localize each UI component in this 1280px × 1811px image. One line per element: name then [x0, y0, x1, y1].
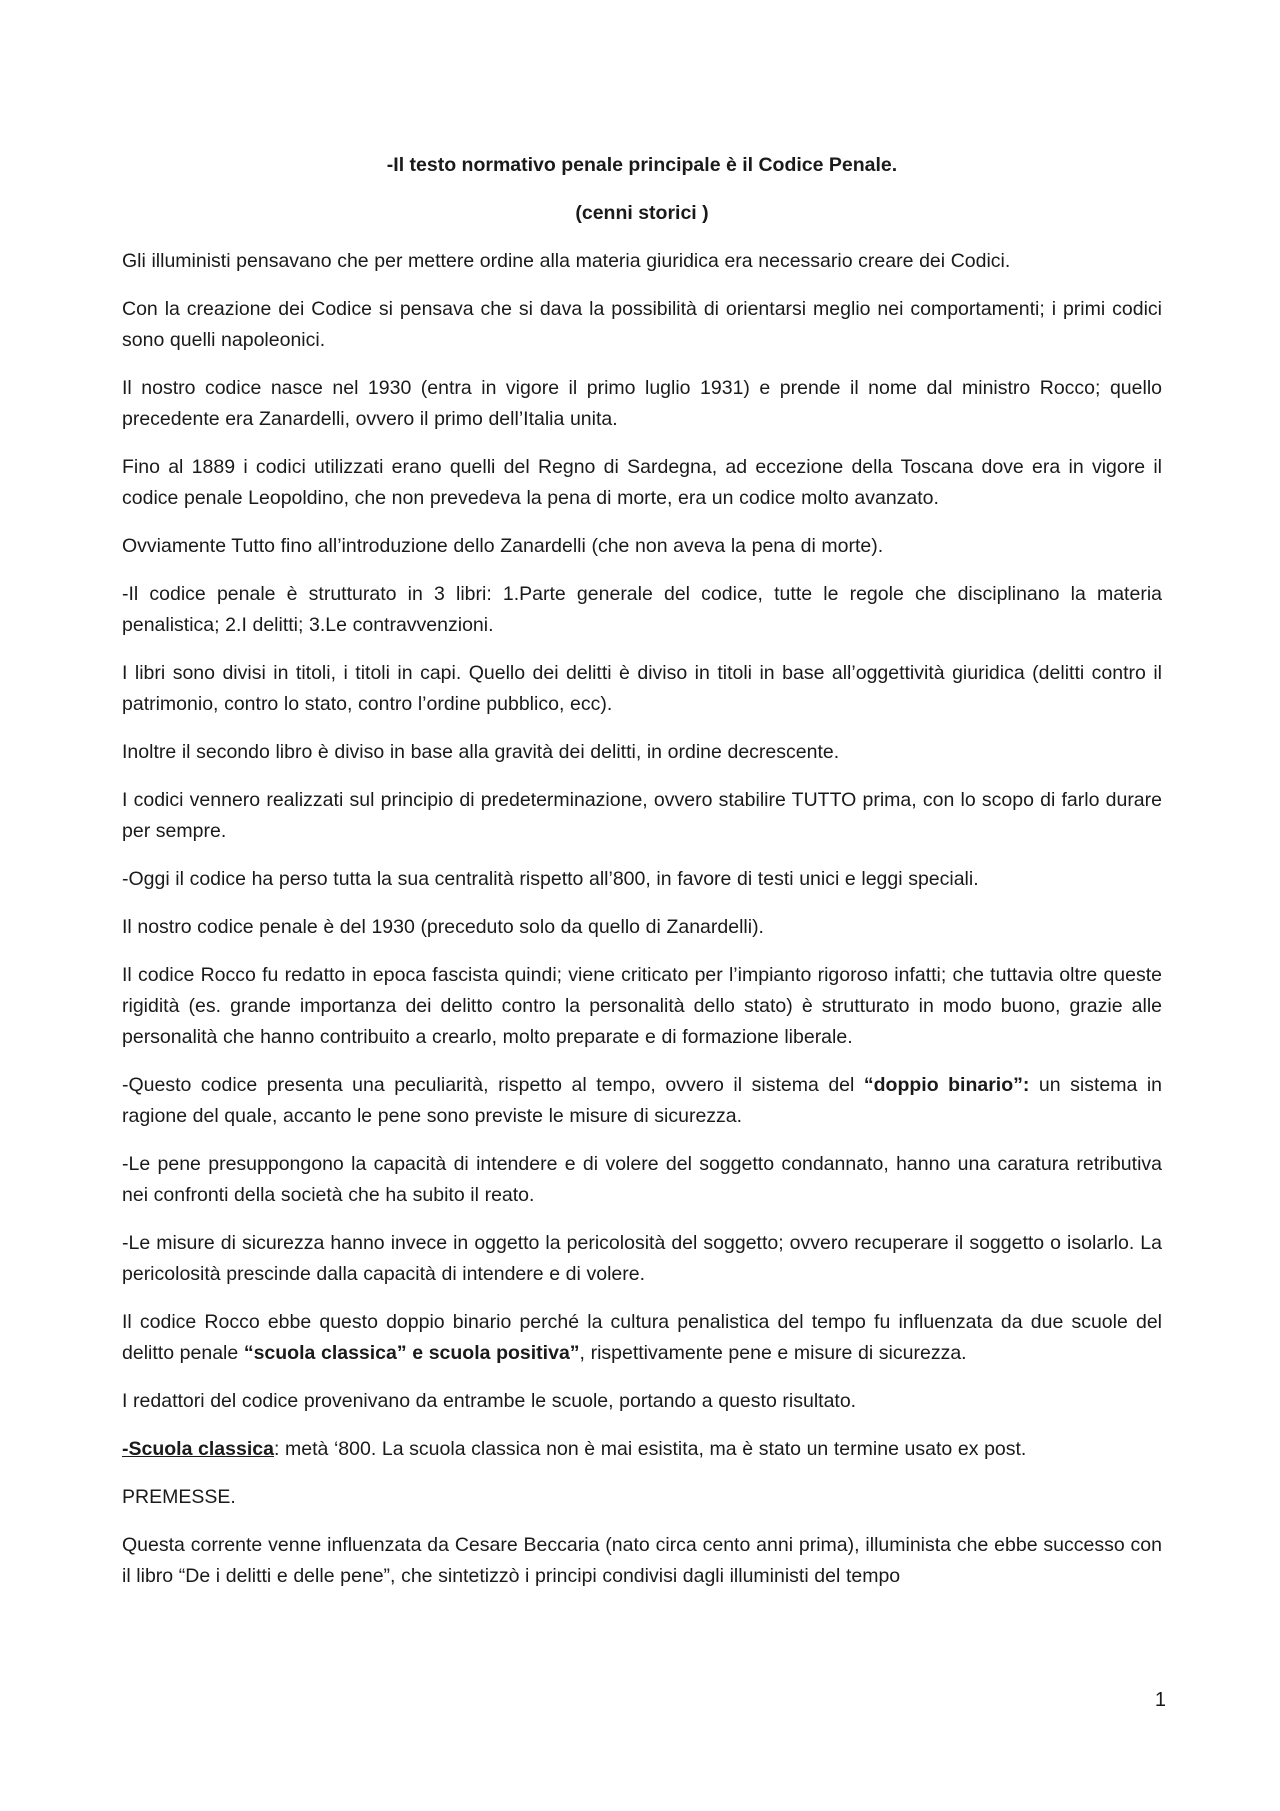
paragraph-scuola-classica — [122, 1434, 1162, 1465]
paragraph: -Oggi il codice ha perso tutta la sua centralità rispetto all’800, in favore di testi unici e leggi speciali. — [122, 868, 979, 890]
paragraph: Il nostro codice penale è del 1930 (preceduto solo da quello di Zanardelli). — [122, 916, 764, 938]
page-number: 1 — [1154, 1689, 1166, 1711]
paragraph-text: un sistema in ragione del quale, accanto le pene sono previste le misure di sicurezza. — [122, 1074, 1162, 1127]
paragraph-text: Il codice Rocco ebbe questo doppio binario perché la cultura penalistica del tempo fu influenzata da due scuole del delitto penale — [122, 1311, 1162, 1364]
paragraph: Fino al 1889 i codici utilizzati erano quelli del Regno di Sardegna, ad eccezione della Toscana dove era in vigore il codice penale Leopoldino, che non prevedeva la pena di morte, era un codice molto avanzato. — [122, 456, 1162, 509]
paragraph: Gli illuministi pensavano che per mettere ordine alla materia giuridica era necessario creare dei Codici. — [122, 250, 1011, 272]
paragraph-premesse: PREMESSE. — [122, 1486, 236, 1508]
document-page — [122, 150, 1162, 1609]
paragraph-text: , rispettivamente pene e misure di sicurezza. — [579, 1342, 967, 1364]
bold-term: “doppio binario”: — [863, 1074, 1030, 1096]
bold-term: “scuola classica” e scuola positiva” — [243, 1342, 580, 1364]
paragraph: -Le pene presuppongono la capacità di intendere e di volere del soggetto condannato, hanno una caratura retributiva nei confronti della società che ha subito il reato. — [122, 1153, 1162, 1206]
document-subtitle: (cenni storici ) — [575, 202, 709, 224]
document-title: -Il testo normativo penale principale è il Codice Penale. — [386, 154, 898, 176]
paragraph: Il nostro codice nasce nel 1930 (entra in vigore il primo luglio 1931) e prende il nome dal ministro Rocco; quello precedente era Zanardelli, ovvero il primo dell’Italia unita. — [122, 377, 1162, 430]
paragraph: I libri sono divisi in titoli, i titoli in capi. Quello dei delitti è diviso in titoli in base all’oggettività giuridica (delitti contro il patrimonio, contro lo stato, contro l’ordine pubblico, ecc). — [122, 662, 1162, 715]
paragraph: I redattori del codice provenivano da entrambe le scuole, portando a questo risultato. — [122, 1390, 857, 1412]
paragraph: Il codice Rocco fu redatto in epoca fascista quindi; viene criticato per l’impianto rigoroso infatti; che tuttavia oltre queste rigidità (es. grande importanza dei delitto contro la personalità dello stato) è strutturato in modo buono, grazie alle personalità che hanno contribuito a crearlo, molto preparate e di formazione liberale. — [122, 964, 1162, 1048]
paragraph: -Il codice penale è strutturato in 3 libri: 1.Parte generale del codice, tutte le regole che disciplinano la materia penalistica; 2.I delitti; 3.Le contravvenzioni. — [122, 583, 1162, 636]
paragraph: Con la creazione dei Codice si pensava che si dava la possibilità di orientarsi meglio nei comportamenti; i primi codici sono quelli napoleonici. — [122, 298, 1162, 351]
section-heading: -Scuola classica — [122, 1438, 274, 1460]
paragraph: I codici vennero realizzati sul principio di predeterminazione, ovvero stabilire TUTTO prima, con lo scopo di farlo durare per sempre. — [122, 789, 1162, 842]
paragraph: Questa corrente venne influenzata da Cesare Beccaria (nato circa cento anni prima), illuminista che ebbe successo con il libro “De i delitti e delle pene”, che sintetizzò i principi condivisi dagli illuministi del tempo — [122, 1534, 1162, 1587]
paragraph: Ovviamente Tutto fino all’introduzione dello Zanardelli (che non aveva la pena di morte). — [122, 535, 884, 557]
paragraph: -Le misure di sicurezza hanno invece in oggetto la pericolosità del soggetto; ovvero recuperare il soggetto o isolarlo. La pericolosità prescinde dalla capacità di intendere e di volere. — [122, 1232, 1162, 1285]
paragraph-scuole — [122, 1307, 1162, 1369]
paragraph-doppio-binario — [122, 1070, 1162, 1132]
paragraph-text: -Questo codice presenta una peculiarità, rispetto al tempo, ovvero il sistema del — [122, 1074, 864, 1096]
paragraph: Inoltre il secondo libro è diviso in base alla gravità dei delitti, in ordine decrescente. — [122, 741, 840, 763]
paragraph-text: : metà ‘800. La scuola classica non è mai esistita, ma è stato un termine usato ex post. — [273, 1438, 1027, 1460]
